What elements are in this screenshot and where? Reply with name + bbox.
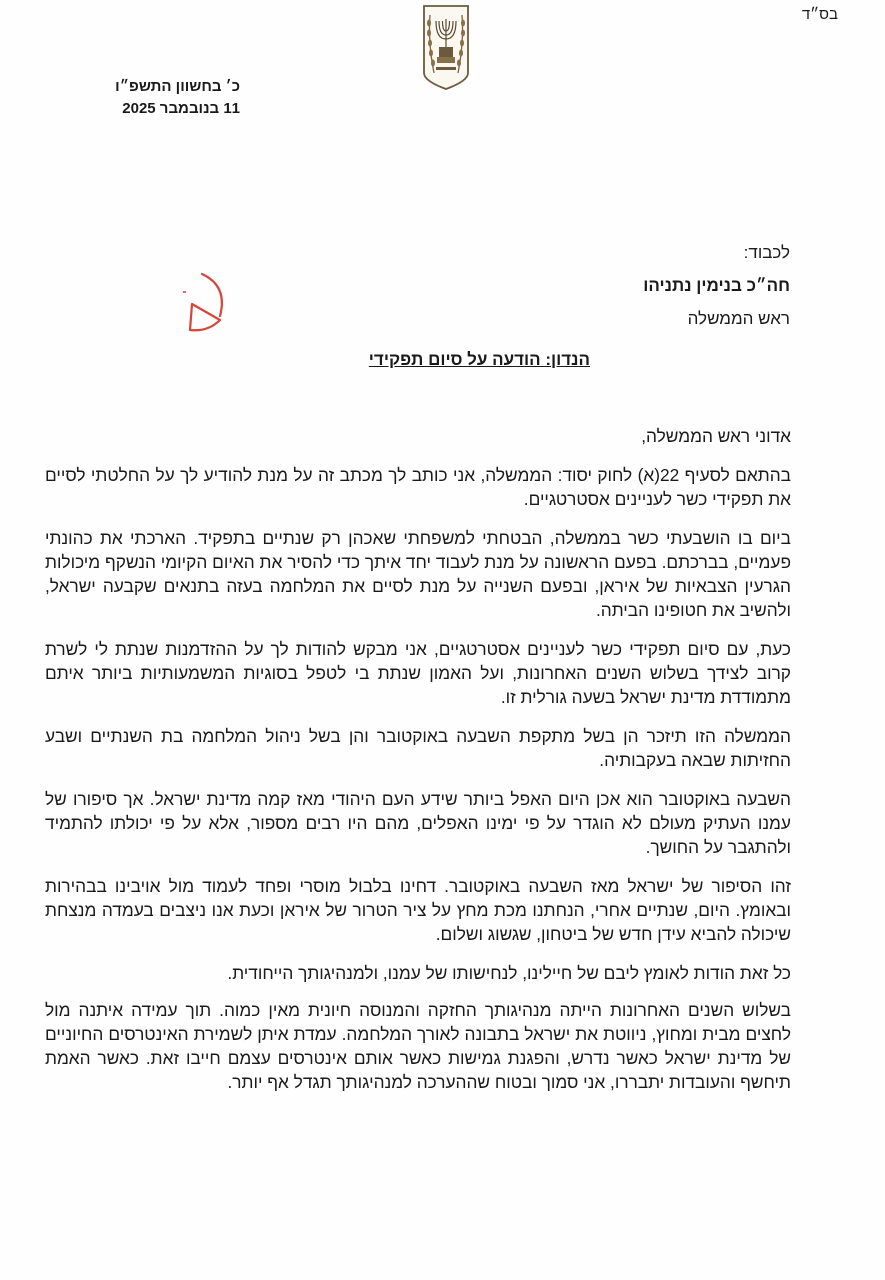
addressee-name: חה״כ בנימין נתניהו [643, 276, 790, 295]
paragraph-4: הממשלה הזו תיזכר הן בשל מתקפת השבעה באוקטובר והן בשל ניהול המלחמה בת השנתיים ושבע החזיתות שבאה בעקבותיה. [45, 726, 791, 770]
paragraph-2: ביום בו הושבעתי כשר בממשלה, הבטחתי למשפחתי שאכהן רק שנתיים בתפקיד. הארכתי את כהונתי פעמיים, בברכתם. בפעם הראשונה על מנת לעבוד יחד איתך כדי להסיר את האיום הקיומי הנשקף מיכולות הגרעין הצבאיות של איראן, ובפעם השנייה על מנת לסיים את המלחמה בעזה בתנאים שקבעה ישראל, ולהשיב את חטופינו הביתה. [45, 528, 791, 620]
addressee-block [643, 236, 790, 335]
paragraph-5: השבעה באוקטובר הוא אכן היום האפל ביותר שידע העם היהודי מאז קמה מדינת ישראל. אך סיפורו של עמנו העתיק מעולם לא הוגדר על פי ימינו האפלים, מהם היו רבים מספור, אלא על פי יכולתו להתמיד ולהתגבר על החושך. [45, 789, 791, 857]
to-label: לכבוד: [743, 243, 790, 262]
handwritten-mark-icon [180, 268, 235, 338]
paragraph-1: בהתאם לסעיף 22(א) לחוק יסוד: הממשלה, אני כותב לך מכתב זה על מנת להודיע לך על החלטתי לסיים את תפקידי כשר לעניינים אסטרטגיים. [45, 465, 791, 509]
paragraph-3: כעת, עם סיום תפקידי כשר לעניינים אסטרטגיים, אני מבקש להודות לך על ההזדמנות שנתת לי לשרת קרוב לצידך בשלוש השנים האחרונות, ועל האמון שנתת בי לטפל בסוגיות המשמעותיות ביותר איתם מתמודדת מדינת ישראל בשעה גורלית זו. [45, 639, 791, 707]
paragraph-6: זהו הסיפור של ישראל מאז השבעה באוקטובר. דחינו בלבול מוסרי ופחד לעמוד מול אויבינו בבהירות ובאומץ. היום, שנתיים אחרי, הנחתנו מכת מחץ על ציר הטרור של איראן וכעת אנו ניצבים בעמדה מנצחת שיכולה להביא עידן חדש של ביטחון, שגשוג ושלום. [45, 876, 791, 944]
emblem-of-israel-icon [421, 3, 471, 91]
bsd-header: בס״ד [801, 6, 838, 23]
salutation: אדוני ראש הממשלה, [641, 426, 791, 446]
gregorian-date: 11 בנובמבר 2025 [122, 100, 240, 117]
paragraph-8: בשלוש השנים האחרונות הייתה מנהיגותך החזקה והמנוסה חיונית מאין כמוה. תוך עמידה איתנה מול לחצים מבית ומחוץ, ניווטת את ישראל בתבונה לאורך המלחמה. עמדת איתן לשמירת האינטרסים החיוניים של מדינת ישראל כאשר נדרש, והפגנת גמישות כאשר אותם אינטרסים עצמם חייבו זאת. כאשר האמת תיחשף והעובדות יתבררו, אני סמוך ובטוח שההערכה למנהיגותך תגדל אף יותר. [45, 1000, 791, 1092]
hebrew-date: כ׳ בחשוון התשפ״ו [115, 78, 240, 95]
addressee-title: ראש הממשלה [687, 309, 790, 328]
paragraph-7: כל זאת הודות לאומץ ליבם של חיילינו, לנחישותו של עמנו, ולמנהיגותך הייחודית. [227, 963, 791, 983]
subject-line: הנדון: הודעה על סיום תפקידי [368, 350, 590, 369]
letter-body [45, 424, 791, 1109]
date-block [115, 76, 240, 120]
